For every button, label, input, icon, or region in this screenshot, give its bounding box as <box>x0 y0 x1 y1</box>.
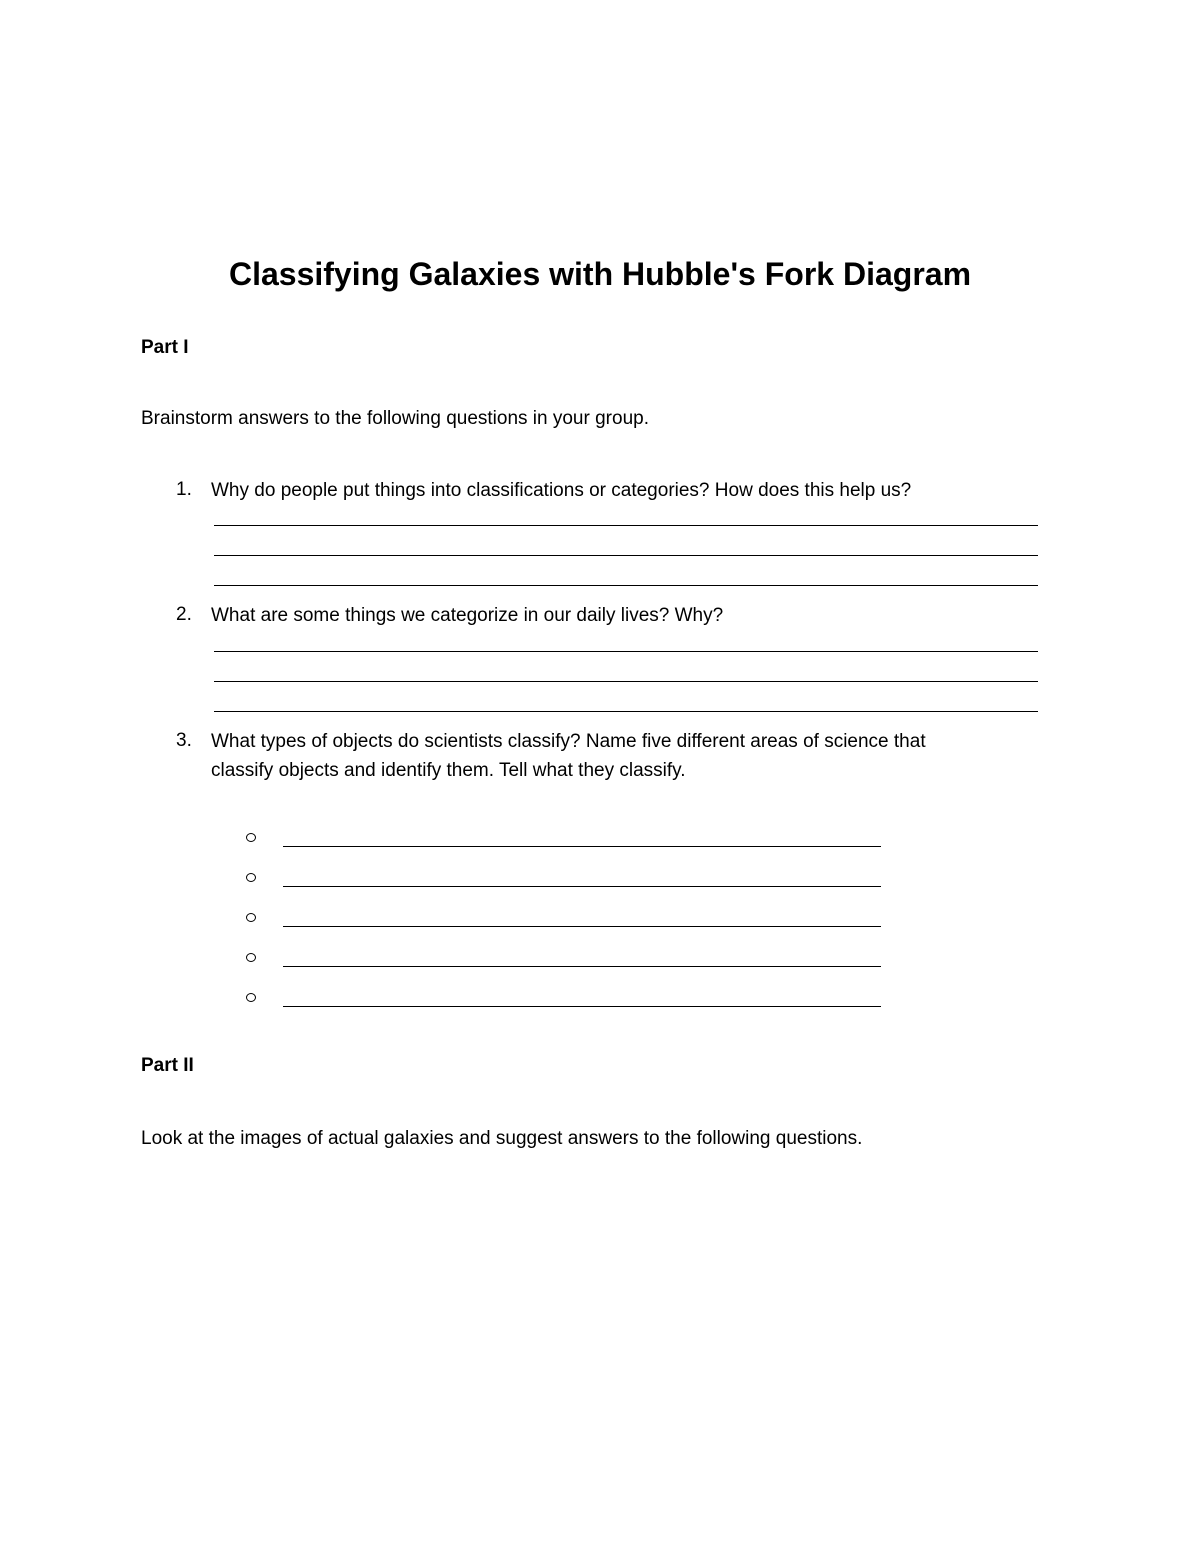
page-title: Classifying Galaxies with Hubble's Fork Diagram <box>228 256 972 292</box>
part-2-intro: Look at the images of actual galaxies and suggest answers to the following questions. <box>141 1128 863 1149</box>
question-text-line: What types of objects do scientists classify? Name five different areas of science that <box>211 731 926 752</box>
bullet-answer-item <box>0 833 1200 863</box>
question-text-line: classify objects and identify them. Tell what they classify. <box>211 760 686 781</box>
hollow-bullet-icon <box>246 953 256 962</box>
part-1-intro: Brainstorm answers to the following questions in your group. <box>141 408 649 429</box>
answer-line[interactable] <box>283 1006 881 1007</box>
bullet-answer-item <box>0 953 1200 983</box>
hollow-bullet-icon <box>246 993 256 1002</box>
part-1-heading: Part I <box>141 337 189 358</box>
question-number: 2. <box>176 604 192 625</box>
question-text <box>211 601 1041 630</box>
question-number: 3. <box>176 730 192 751</box>
question-text <box>211 476 1041 505</box>
question-text <box>211 727 1041 785</box>
answer-line[interactable] <box>283 846 881 847</box>
answer-line[interactable] <box>214 651 1038 652</box>
answer-line[interactable] <box>283 886 881 887</box>
answer-line[interactable] <box>214 585 1038 586</box>
answer-line[interactable] <box>214 525 1038 526</box>
question-number: 1. <box>176 479 192 500</box>
question-text-line: What are some things we categorize in our daily lives? Why? <box>211 605 724 626</box>
hollow-bullet-icon <box>246 833 256 842</box>
hollow-bullet-icon <box>246 913 256 922</box>
bullet-answer-item <box>0 993 1200 1023</box>
bullet-answer-item <box>0 873 1200 903</box>
part-2-heading: Part II <box>141 1055 194 1076</box>
answer-line[interactable] <box>214 711 1038 712</box>
answer-line[interactable] <box>283 926 881 927</box>
hollow-bullet-icon <box>246 873 256 882</box>
answer-line[interactable] <box>214 555 1038 556</box>
bullet-answer-item <box>0 913 1200 943</box>
question-text-line: Why do people put things into classifications or categories? How does this help us? <box>211 480 912 501</box>
answer-line[interactable] <box>214 681 1038 682</box>
answer-line[interactable] <box>283 966 881 967</box>
